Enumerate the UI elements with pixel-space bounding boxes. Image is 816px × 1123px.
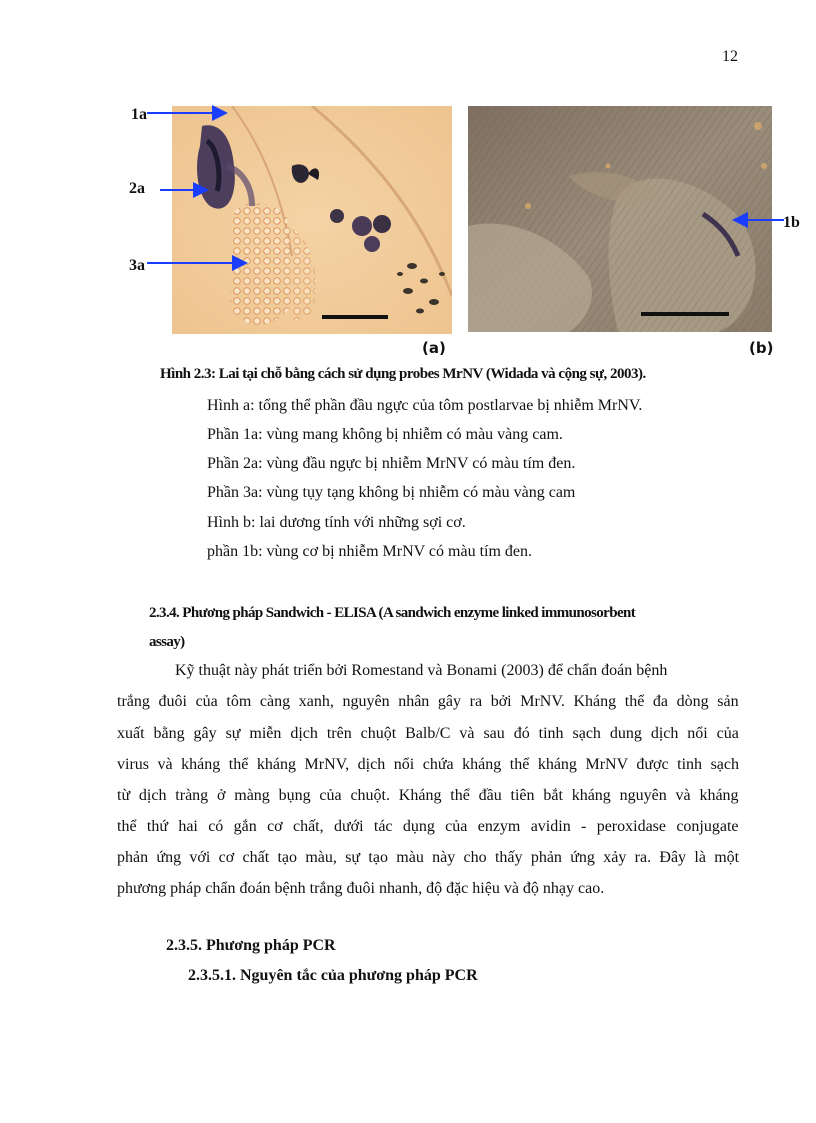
caption-line: Phần 2a: vùng đầu ngực bị nhiễm MrNV có màu tím đen. (207, 455, 576, 472)
section-2-3-4-heading: 2.3.4. Phương pháp Sandwich - ELISA (A sandwich enzyme linked immunosorbent (149, 605, 636, 621)
panel-a-label: (a) (422, 339, 446, 357)
label-1a: 1a (131, 106, 147, 123)
section-2-3-4-heading-cont: assay) (149, 634, 185, 650)
page-number: 12 (722, 48, 738, 65)
figure-caption-title: Hình 2.3: Lai tại chỗ bằng cách sử dụng probes MrNV (Widada và cộng sự, 2003). (160, 366, 646, 382)
section-2-3-5-1-heading: 2.3.5.1. Nguyên tắc của phương pháp PCR (188, 967, 478, 984)
caption-line: phần 1b: vùng cơ bị nhiễm MrNV có màu tím đen. (207, 543, 533, 560)
paragraph-line: Kỹ thuật này phát triển bởi Romestand và Bonami (2003) để chẩn đoán bệnh (175, 662, 668, 679)
caption-line: Phần 1a: vùng mang không bị nhiễm có màu vàng cam. (207, 426, 563, 443)
paragraph-line: xuất bằng gây sự miễn dịch trên chuột Balb/C và sau đó tinh sạch dung dịch nổi của (117, 725, 739, 742)
panel-b-label: (b) (749, 339, 774, 357)
section-2-3-5-heading: 2.3.5. Phương pháp PCR (166, 937, 336, 954)
figure-2-3 (0, 0, 816, 360)
label-3a: 3a (129, 257, 145, 274)
caption-line: Phần 3a: vùng tụy tạng không bị nhiễm có màu vàng cam (207, 484, 576, 501)
paragraph-line: phản ứng với cơ chất tạo màu, sự tạo màu này cho thấy phản ứng xảy ra. Đây là một (117, 849, 740, 866)
paragraph-line: thể thứ hai có gắn cơ chất, dưới tác dụng của enzym avidin - peroxidase conjugate (117, 818, 739, 835)
label-1b: 1b (783, 214, 800, 231)
arrow-overlay (0, 0, 816, 360)
paragraph-line: virus và kháng thể kháng MrNV, dịch nổi chứa kháng thể kháng MrNV được tinh sạch (117, 756, 739, 773)
paragraph-line: trắng đuôi của tôm càng xanh, nguyên nhân gây ra bởi MrNV. Kháng thể đa dòng sản (117, 693, 739, 710)
paragraph-line: phương pháp chẩn đoán bệnh trắng đuôi nhanh, độ đặc hiệu và độ nhạy cao. (117, 880, 605, 897)
label-2a: 2a (129, 180, 145, 197)
paragraph-line: từ dịch tràng ở màng bụng của chuột. Kháng thể đầu tiên bắt kháng nguyên và kháng (117, 787, 739, 804)
caption-line: Hình b: lai dương tính với những sợi cơ. (207, 514, 466, 531)
caption-line: Hình a: tổng thể phần đầu ngực của tôm postlarvae bị nhiễm MrNV. (207, 397, 643, 414)
